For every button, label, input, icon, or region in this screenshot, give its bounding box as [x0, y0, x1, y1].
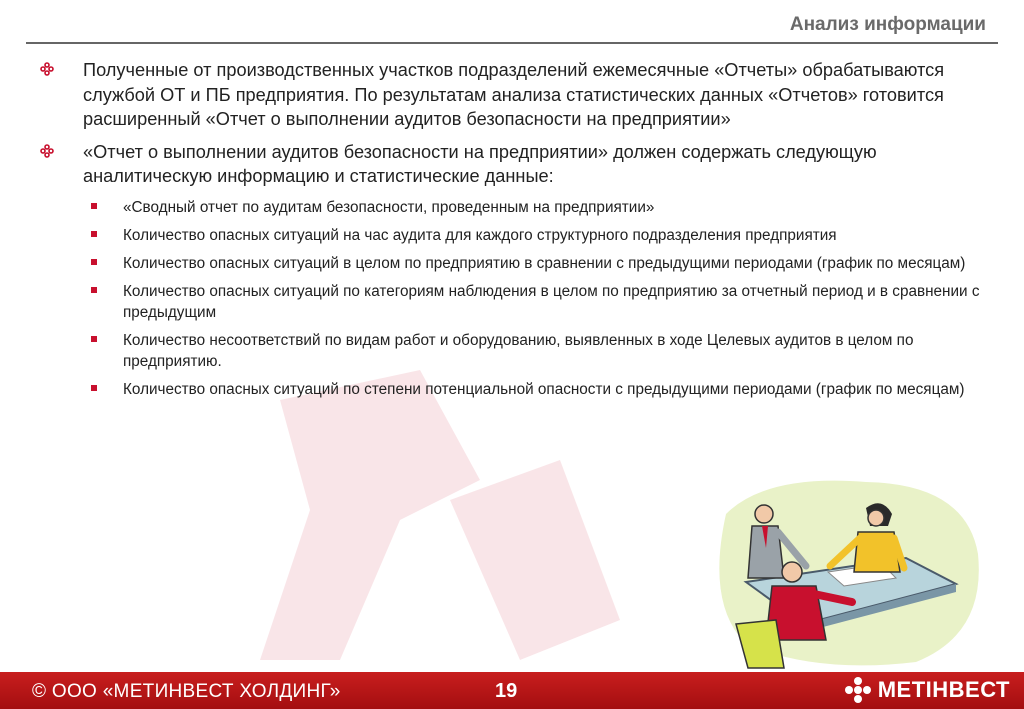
list-item-text: Количество несоответствий по видам работ и оборудованию, выявленных в ходе Целевых аудитов в целом по предприятию. — [123, 331, 914, 370]
list-item-text: Количество опасных ситуаций по категориям наблюдения в целом по предприятию за отчетный период и в сравнении с предыдущим — [123, 282, 980, 321]
list-item — [83, 225, 990, 246]
page-number: 19 — [495, 680, 518, 702]
meeting-illustration — [706, 474, 986, 670]
list-item — [83, 197, 990, 218]
list-item — [83, 253, 990, 274]
footer-bar — [0, 672, 1024, 709]
copyright-text: © ООО «МЕТИНВЕСТ ХОЛДИНГ» — [32, 681, 341, 702]
bullet-text-2: «Отчет о выполнении аудитов безопасности на предприятии» должен содержать следующую аналитическую информацию и статистические данные: — [83, 141, 877, 186]
metinvest-logo-icon — [844, 676, 872, 704]
list-item — [83, 281, 990, 323]
list-item-text: Количество опасных ситуаций в целом по предприятию в сравнении с предыдущими периодами (график по месяцам) — [123, 254, 966, 272]
list-item-text: «Сводный отчет по аудитам безопасности, проведенным на предприятии» — [123, 198, 655, 216]
square-bullet-icon — [91, 259, 97, 265]
list-item-text: Количество опасных ситуаций на час аудита для каждого структурного подразделения предприятия — [123, 226, 837, 244]
header-divider — [26, 42, 998, 44]
square-bullet-icon — [91, 203, 97, 209]
sub-bullet-list — [83, 197, 990, 400]
company-logo — [844, 676, 1010, 704]
flower-bullet-icon — [40, 140, 83, 163]
bullet-item-1 — [40, 58, 990, 132]
content — [40, 58, 990, 407]
square-bullet-icon — [91, 231, 97, 237]
page-title: Анализ информации — [789, 14, 986, 35]
square-bullet-icon — [91, 287, 97, 293]
list-item-text: Количество опасных ситуаций по степени потенциальной опасности с предыдущими периодами (график по месяцам) — [123, 380, 965, 398]
brand-name: МЕТІНВЕСТ — [877, 677, 1010, 702]
square-bullet-icon — [91, 385, 97, 391]
square-bullet-icon — [91, 336, 97, 342]
list-item — [83, 379, 990, 400]
flower-bullet-icon — [40, 58, 83, 81]
list-item — [83, 330, 990, 372]
bullet-item-2 — [40, 140, 990, 189]
bullet-text-1: Полученные от производственных участков подразделений ежемесячные «Отчеты» обрабатываются службой ОТ и ПБ предприятия. По результатам анализа статистических данных «Отчетов» готовится расширенный «Отчет о выполнении аудитов безопасности на предприятии» — [83, 60, 945, 129]
